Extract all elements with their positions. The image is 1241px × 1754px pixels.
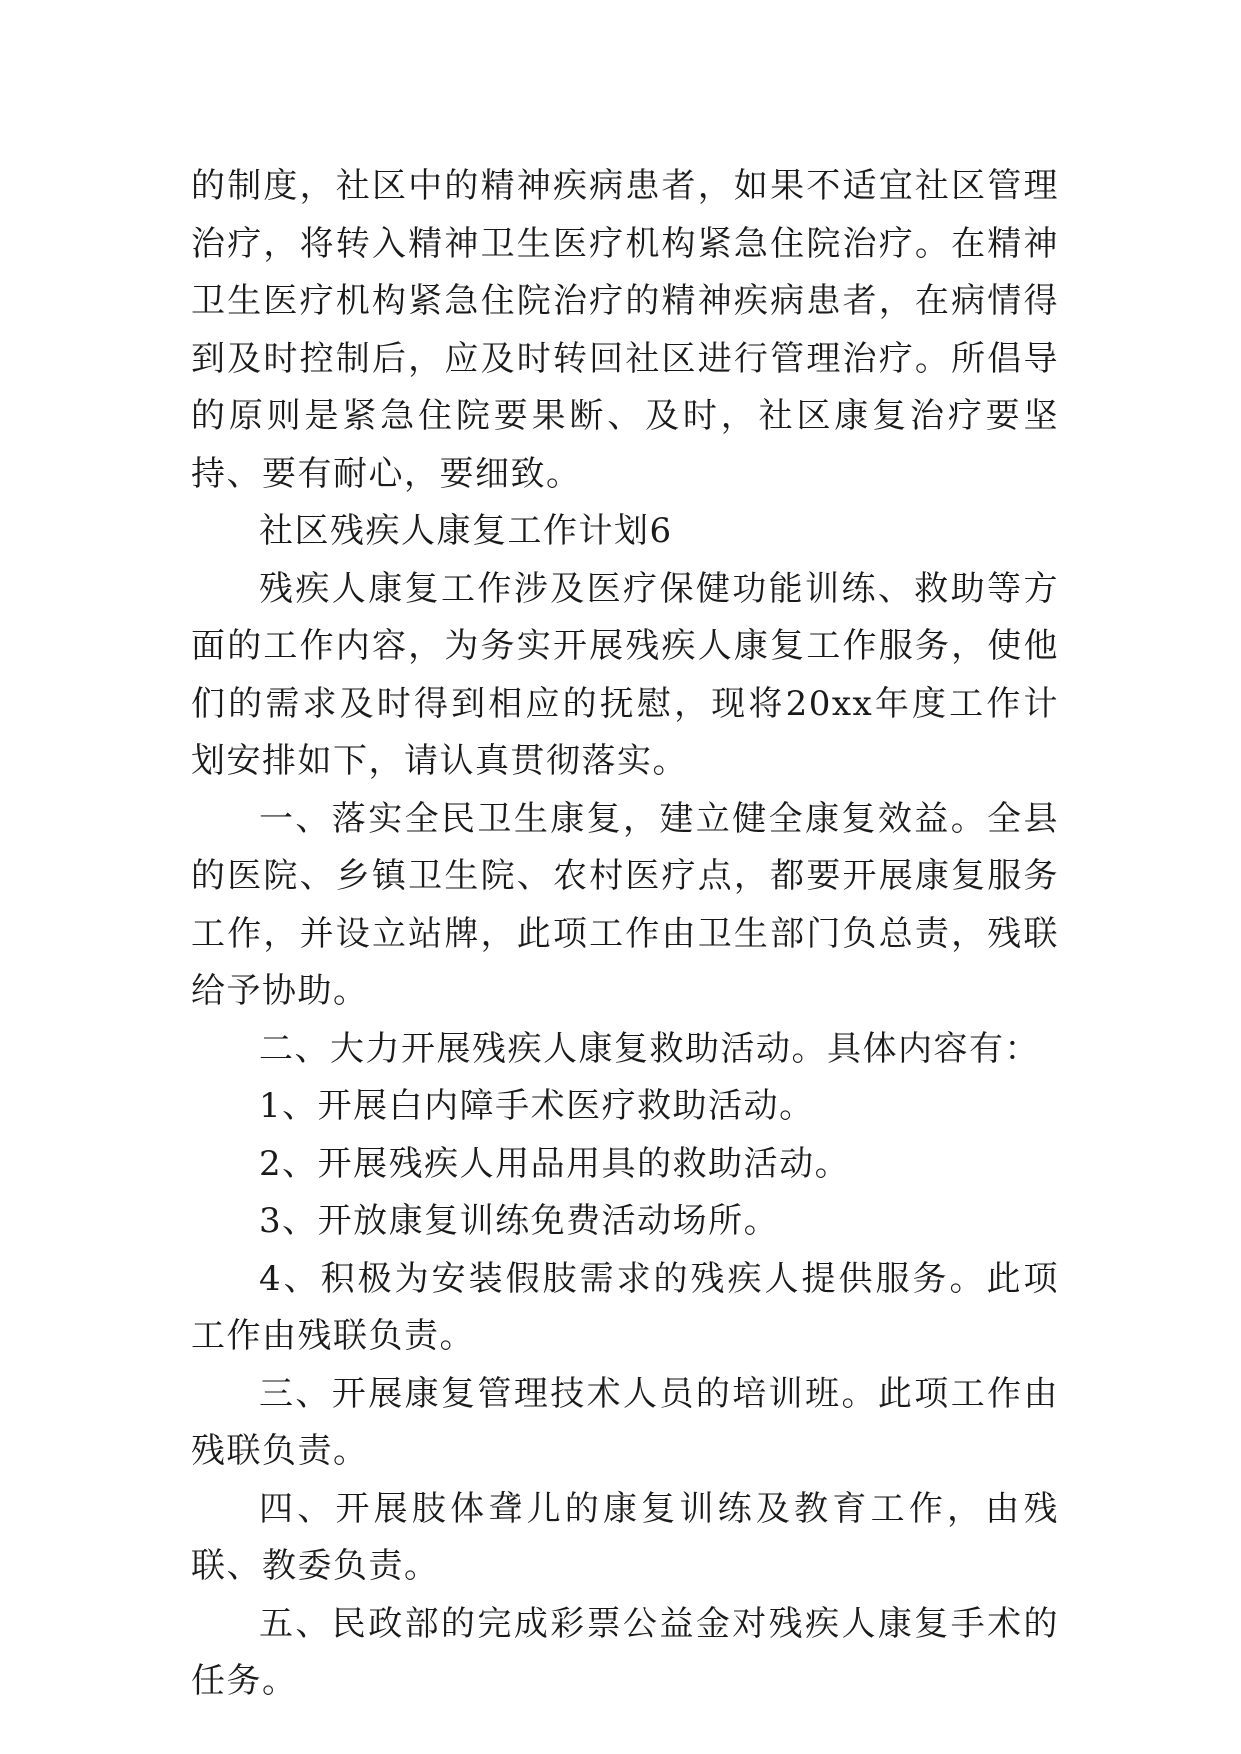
paragraph-item-five: 五、民政部的完成彩票公益金对残疾人康复手术的任务。 (191, 1603, 1059, 1701)
paragraph-intro: 残疾人康复工作涉及医疗保健功能训练、救助等方面的工作内容，为务实开展残疾人康复工作服务，使他们的需求及时得到相应的抚慰，现将20xx年度工作计划安排如下，请认真贯彻落实。 (191, 568, 1059, 781)
section-heading: 社区残疾人康复工作计划6 (259, 511, 673, 551)
list-item-4: 4、积极为安装假肢需求的残疾人提供服务。此项工作由残联负责。 (191, 1258, 1059, 1356)
paragraph-item-two: 二、大力开展残疾人康复救助活动。具体内容有： (259, 1028, 1040, 1069)
list-item-3: 3、开放康复训练免费活动场所。 (259, 1201, 780, 1241)
paragraph-item-three: 三、开展康复管理技术人员的培训班。此项工作由残联负责。 (191, 1373, 1059, 1471)
document-body (191, 158, 1059, 1711)
paragraph-continuation: 的制度，社区中的精神疾病患者，如果不适宜社区管理治疗，将转入精神卫生医疗机构紧急住院治疗。在精神卫生医疗机构紧急住院治疗的精神疾病患者，在病情得到及时控制后，应及时转回社区进行管理治疗。所倡导的原则是紧急住院要果断、及时，社区康复治疗要坚持、要有耐心，要细致。 (191, 166, 1059, 494)
paragraph-item-one: 一、落实全民卫生康复，建立健全康复效益。全县的医院、乡镇卫生院、农村医疗点，都要开展康复服务工作，并设立站牌，此项工作由卫生部门负总责，残联给予协助。 (191, 798, 1059, 1011)
paragraph-item-four: 四、开展肢体聋儿的康复训练及教育工作，由残联、教委负责。 (191, 1488, 1059, 1586)
list-item-2: 2、开展残疾人用品用具的救助活动。 (259, 1143, 851, 1184)
list-item-1: 1、开展白内障手术医疗救助活动。 (259, 1086, 815, 1126)
